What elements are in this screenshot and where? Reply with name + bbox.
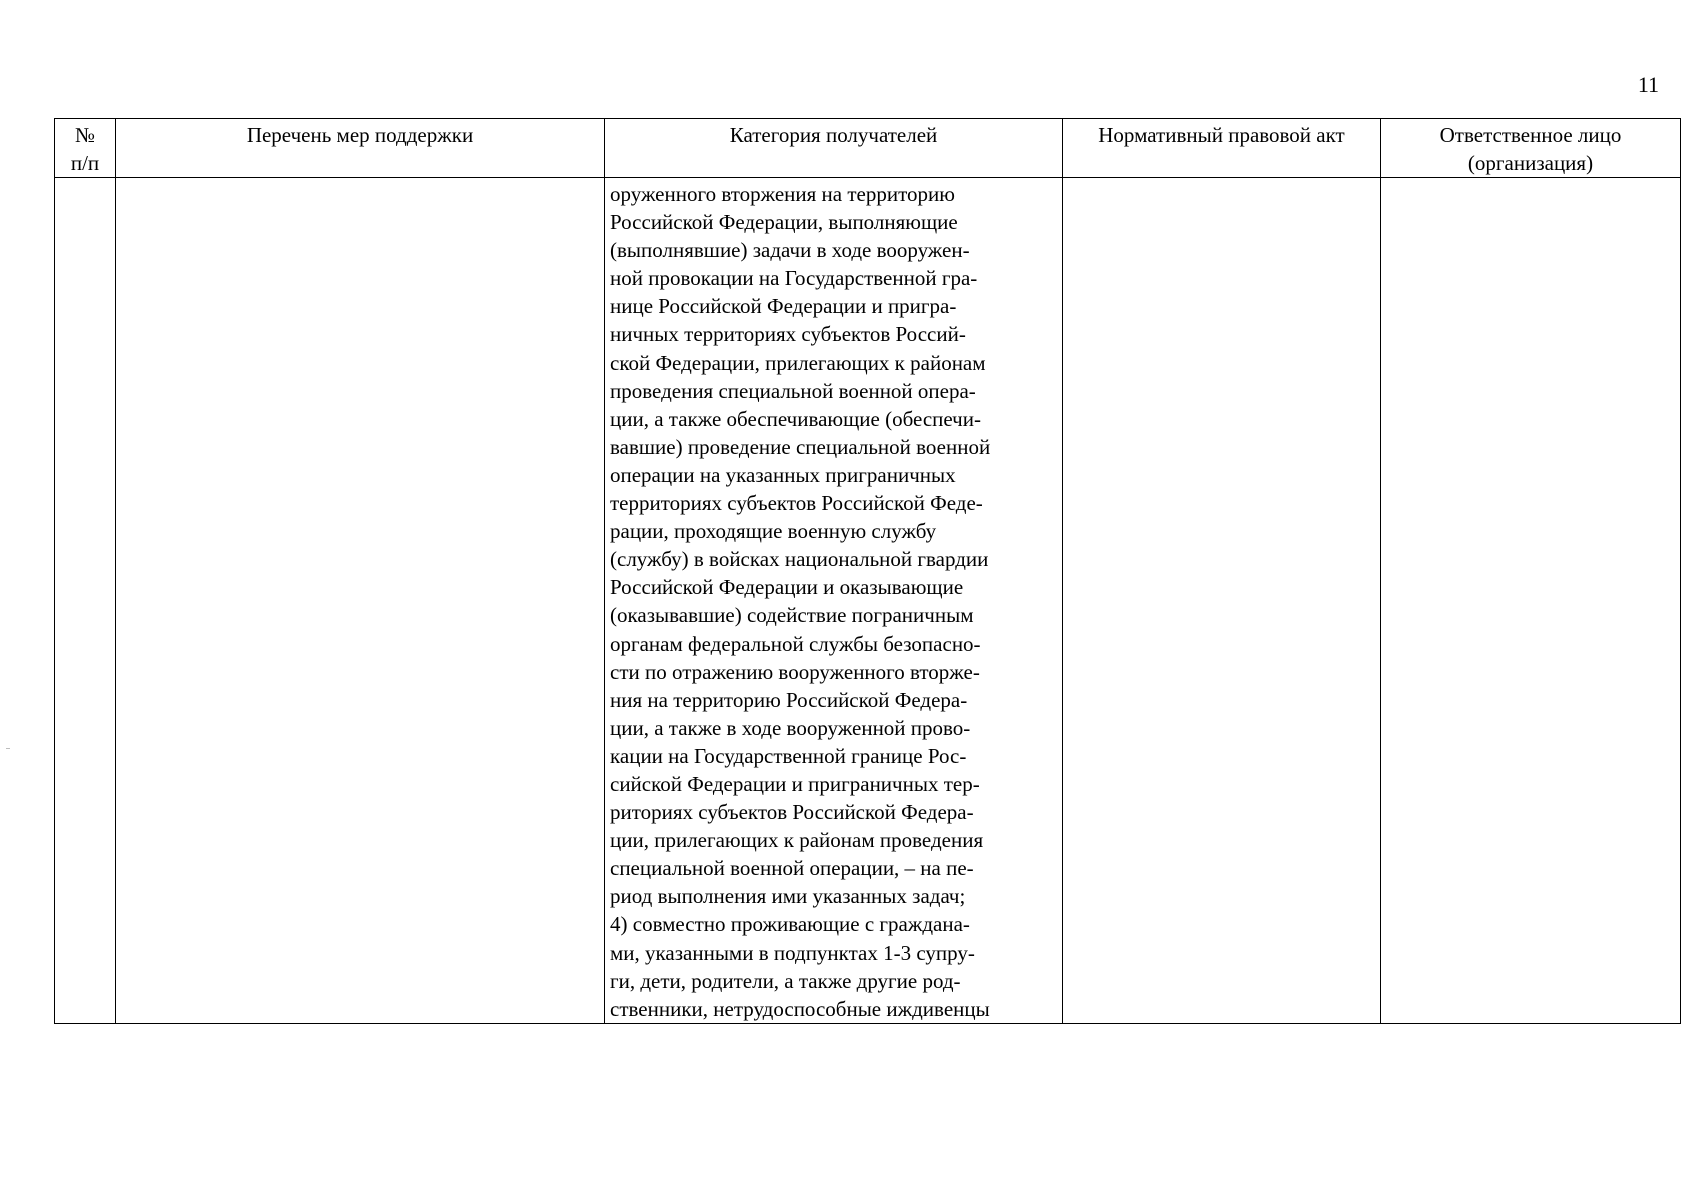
category-line: ми, указанными в подпунктах 1-3 супру- bbox=[610, 940, 975, 965]
cell-legal-act bbox=[1063, 178, 1381, 1024]
page-number: 11 bbox=[1637, 72, 1659, 97]
category-line: сти по отражению вооруженного вторже- bbox=[610, 659, 980, 684]
cell-support-measures bbox=[116, 178, 605, 1024]
header-number: № п/п bbox=[55, 119, 116, 178]
cell-number bbox=[55, 178, 116, 1024]
category-line: ции, а также обеспечивающие (обеспечи- bbox=[610, 406, 981, 431]
category-line: нице Российской Федерации и пригра- bbox=[610, 294, 957, 319]
category-line: (службу) в войсках национальной гвардии bbox=[610, 547, 989, 572]
category-line: (выполнявшие) задачи в ходе вооружен- bbox=[610, 238, 970, 263]
category-line: ной провокации на Государственной гра- bbox=[610, 266, 978, 291]
category-line: ния на территорию Российской Федера- bbox=[610, 687, 968, 712]
category-line: вавшие) проведение специальной военной bbox=[610, 434, 991, 459]
category-line: Российской Федерации и оказывающие bbox=[610, 575, 964, 600]
table-row bbox=[55, 178, 1681, 1024]
category-line: 4) совместно проживающие с граждана- bbox=[610, 912, 970, 937]
category-line: ничных территориях субъектов Россий- bbox=[610, 322, 966, 347]
header-recipient-category: Категория получателей bbox=[605, 119, 1063, 178]
category-line: ской Федерации, прилегающих к районам bbox=[610, 350, 986, 375]
category-line: риториях субъектов Российской Федера- bbox=[610, 800, 974, 825]
category-line: ги, дети, родители, а также другие род- bbox=[610, 968, 961, 993]
header-support-measures: Перечень мер поддержки bbox=[116, 119, 605, 178]
header-legal-act: Нормативный правовой акт bbox=[1063, 119, 1381, 178]
category-line: кации на Государственной границе Рос- bbox=[610, 743, 967, 768]
category-line: органам федеральной службы безопасно- bbox=[610, 631, 981, 656]
category-line: оруженного вторжения на территорию bbox=[610, 182, 955, 206]
category-line: риод выполнения ими указанных задач; bbox=[610, 884, 966, 909]
category-line: ции, а также в ходе вооруженной прово- bbox=[610, 715, 971, 740]
category-line: операции на указанных приграничных bbox=[610, 462, 956, 487]
header-responsible-person: Ответственное лицо (организация) bbox=[1381, 119, 1681, 178]
category-line: специальной военной операции, – на пе- bbox=[610, 856, 974, 881]
category-line: ственники, нетрудоспособные иждивенцы bbox=[610, 996, 990, 1021]
table-header-row bbox=[55, 119, 1681, 178]
cell-recipient-category bbox=[605, 178, 1063, 1024]
support-measures-table bbox=[54, 118, 1681, 1024]
category-line: (оказывавшие) содействие пограничным bbox=[610, 603, 974, 628]
category-line: территориях субъектов Российской Феде- bbox=[610, 491, 983, 516]
cell-responsible-person bbox=[1381, 178, 1681, 1024]
scan-speck bbox=[6, 748, 10, 749]
category-line: сийской Федерации и приграничных тер- bbox=[610, 771, 980, 796]
category-line: рации, проходящие военную службу bbox=[610, 519, 937, 544]
category-line: Российской Федерации, выполняющие bbox=[610, 210, 958, 235]
category-line: проведения специальной военной опера- bbox=[610, 378, 976, 403]
category-line: ции, прилегающих к районам проведения bbox=[610, 828, 984, 853]
